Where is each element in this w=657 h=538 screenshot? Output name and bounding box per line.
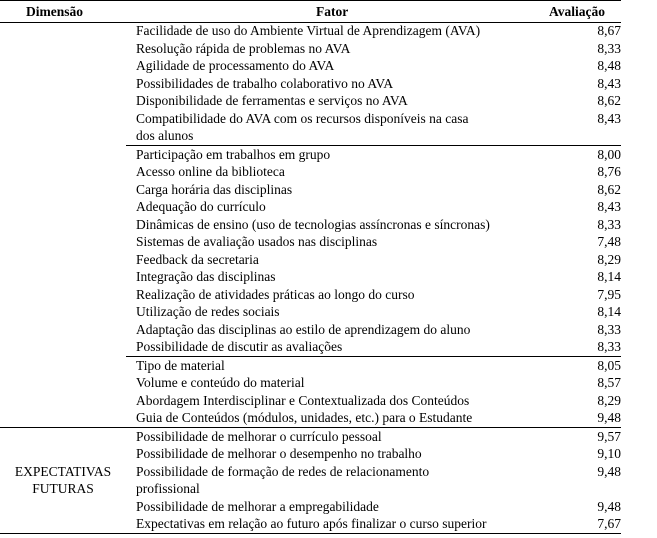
fator-cell: Compatibilidade do AVA com os recursos disponíveis na casa — [136, 110, 469, 126]
avaliacao-cell: 8,62 — [597, 181, 621, 197]
fator-cell: Dinâmicas de ensino (uso de tecnologias assíncronas e síncronas) — [136, 216, 490, 232]
fator-cell: Facilidade de uso do Ambiente Virtual de Aprendizagem (AVA) — [136, 23, 481, 38]
avaliacao-cell: 9,57 — [597, 428, 621, 444]
fator-cell: profissional — [136, 481, 200, 496]
avaliacao-cell: 8,33 — [597, 339, 621, 354]
avaliacao-cell: 8,76 — [597, 164, 621, 179]
fator-cell: Resolução rápida de problemas no AVA — [136, 40, 351, 56]
avaliacao-cell: 7,48 — [597, 234, 621, 249]
fator-cell: Volume e conteúdo do material — [136, 375, 305, 390]
avaliacao-cell: 8,43 — [597, 110, 621, 126]
fator-cell: Adaptação das disciplinas ao estilo de aprendizagem do aluno — [136, 321, 471, 337]
avaliacao-cell: 8,33 — [597, 40, 621, 56]
dimension-label: EXPECTATIVAS FUTURAS — [14, 464, 112, 496]
fator-cell: Possibilidade de discutir as avaliações — [136, 339, 343, 354]
header-avaliacao: Avaliação — [549, 4, 605, 19]
fator-cell: Carga horária das disciplinas — [136, 181, 293, 197]
avaliacao-cell: 9,48 — [597, 463, 621, 479]
avaliacao-cell: 9,48 — [597, 410, 621, 425]
fator-cell: Realização de atividades práticas ao longo do curso — [136, 286, 415, 302]
avaliacao-cell: 8,62 — [597, 93, 621, 108]
fator-cell: Feedback da secretaria — [136, 251, 259, 267]
header-fator: Fator — [316, 4, 349, 19]
fator-cell: Possibilidade de formação de redes de relacionamento — [136, 463, 430, 479]
fator-cell: Agilidade de processamento do AVA — [136, 58, 335, 73]
avaliacao-cell: 8,48 — [597, 58, 621, 73]
avaliacao-cell: 8,43 — [597, 75, 621, 91]
table-bottom-rule — [0, 533, 621, 534]
avaliacao-cell: 8,14 — [597, 269, 621, 284]
avaliacao-cell: 8,67 — [597, 23, 621, 38]
avaliacao-cell: 9,48 — [597, 498, 621, 514]
fator-cell: Disponibilidade de ferramentas e serviços no AVA — [136, 93, 408, 108]
fator-cell: Tipo de material — [136, 357, 225, 373]
table-header-row — [0, 0, 621, 22]
avaliacao-cell: 9,10 — [597, 446, 621, 461]
fator-cell: Sistemas de avaliação usados nas disciplinas — [136, 234, 378, 249]
fator-cell: Expectativas em relação ao futuro após finalizar o curso superior — [136, 516, 487, 531]
avaliacao-cell: 8,00 — [597, 146, 621, 162]
fator-cell: Participação em trabalhos em grupo — [136, 146, 331, 162]
avaliacao-cell: 8,33 — [597, 216, 621, 232]
fator-cell: Acesso online da biblioteca — [136, 164, 285, 179]
fator-cell: dos alunos — [136, 128, 194, 143]
avaliacao-cell: 7,95 — [597, 286, 621, 302]
fator-cell: Utilização de redes sociais — [136, 304, 280, 319]
fator-cell: Guia de Conteúdos (módulos, unidades, etc.) para o Estudante — [136, 410, 473, 425]
fator-cell: Adequação do currículo — [136, 199, 266, 214]
fator-cell: Possibilidade de melhorar a empregabilidade — [136, 498, 379, 514]
avaliacao-cell: 8,29 — [597, 392, 621, 408]
fator-cell: Integração das disciplinas — [136, 269, 276, 284]
avaliacao-cell: 7,67 — [597, 516, 621, 531]
avaliacao-cell: 8,14 — [597, 304, 621, 319]
fator-cell: Possibilidades de trabalho colaborativo no AVA — [136, 75, 394, 91]
avaliacao-cell: 8,29 — [597, 251, 621, 267]
avaliacao-cell: 8,05 — [597, 357, 621, 373]
header-dimensao: Dimensão — [26, 4, 83, 19]
avaliacao-cell: 8,33 — [597, 321, 621, 337]
fator-cell: Possibilidade de melhorar o desempenho no trabalho — [136, 446, 422, 461]
fator-cell: Abordagem Interdisciplinar e Contextualizada dos Conteúdos — [136, 392, 470, 408]
fator-cell: Possibilidade de melhorar o currículo pessoal — [136, 428, 382, 444]
avaliacao-cell: 8,43 — [597, 199, 621, 214]
avaliacao-cell: 8,57 — [597, 375, 621, 390]
